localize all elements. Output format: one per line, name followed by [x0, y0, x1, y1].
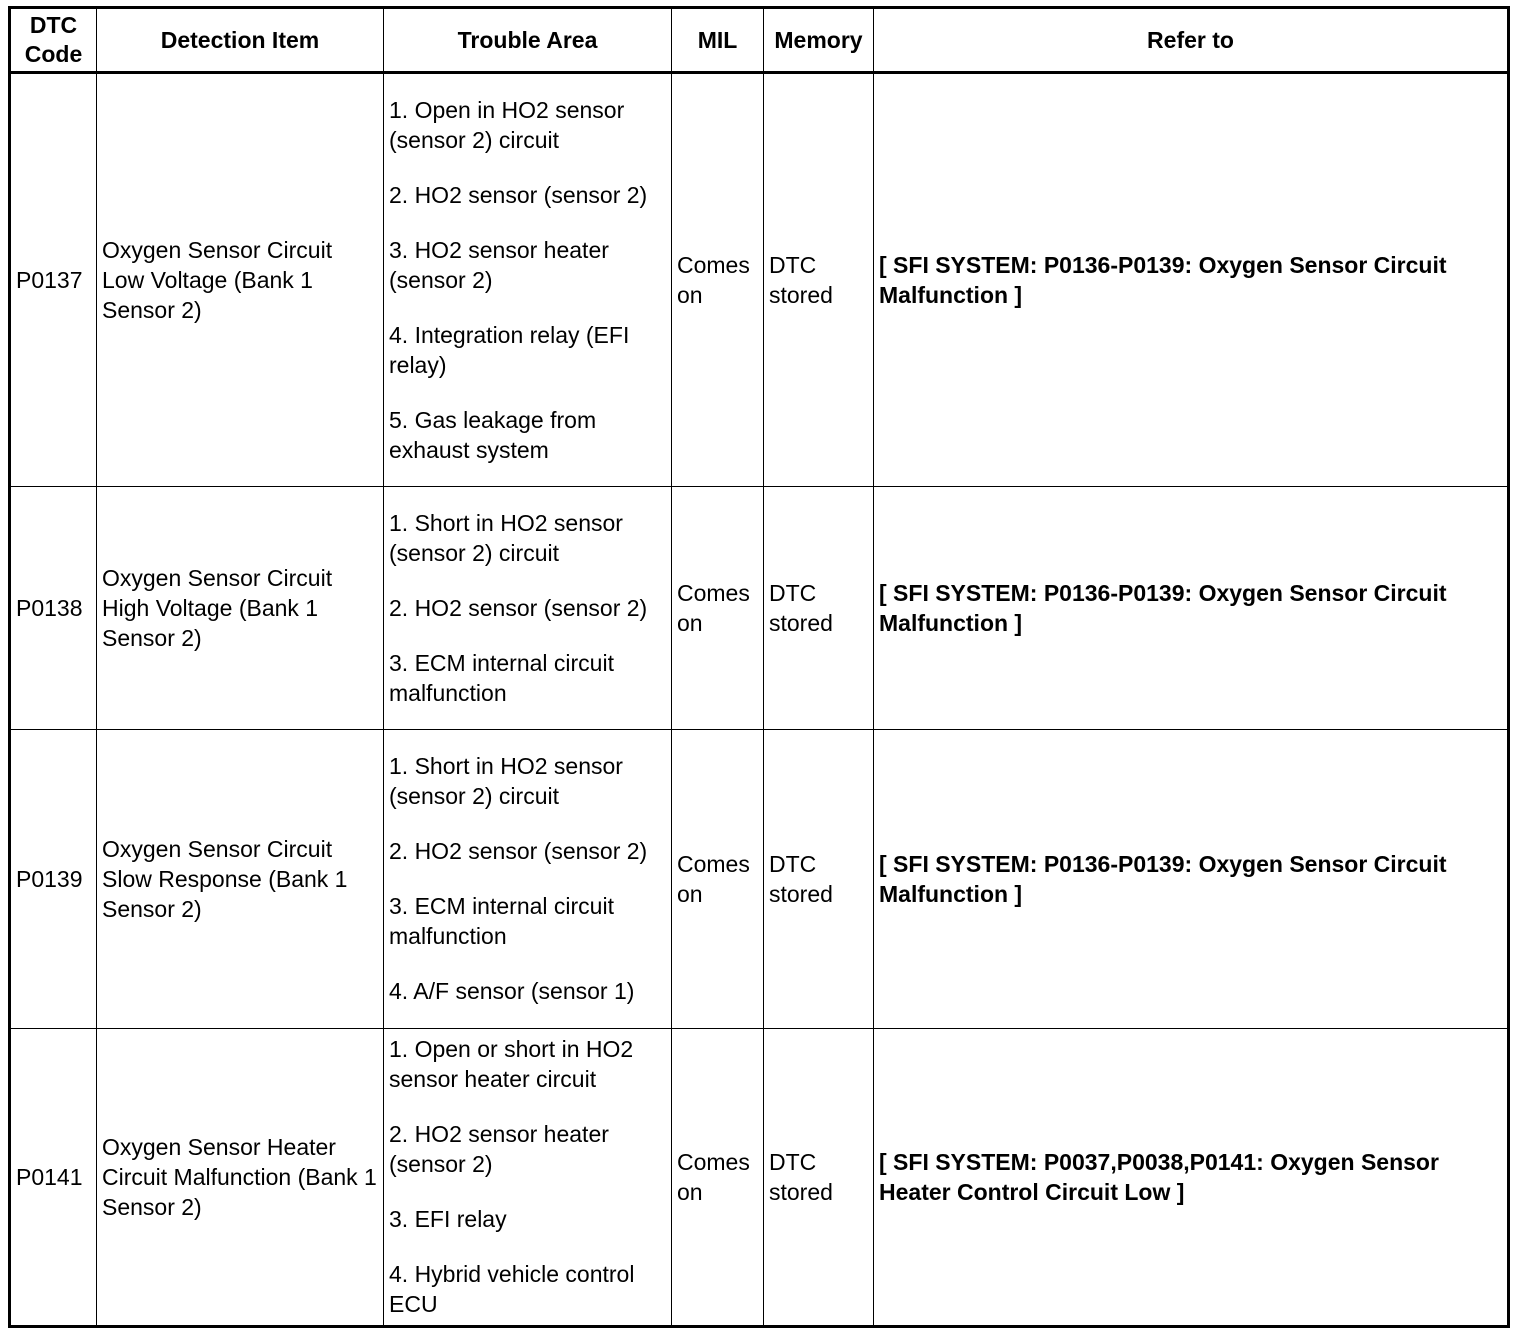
- trouble-area-item: 2. HO2 sensor (sensor 2): [389, 838, 648, 865]
- dtc-table: [8, 6, 1510, 1328]
- trouble-area-item: 4. A/F sensor (sensor 1): [389, 978, 635, 1005]
- trouble-area-item: 2. HO2 sensor (sensor 2): [389, 181, 648, 208]
- trouble-area-item: 2. HO2 sensor (sensor 2): [389, 595, 648, 622]
- header-mil: MIL: [672, 8, 764, 73]
- header-detection-item: Detection Item: [97, 8, 384, 73]
- header-refer-to: Refer to: [874, 8, 1509, 73]
- detection-item-cell: Oxygen Sensor Circuit Low Voltage (Bank 1 Sensor 2): [97, 73, 384, 487]
- table-row: [10, 730, 1509, 1028]
- table-row: [10, 73, 1509, 487]
- trouble-area-cell: [384, 73, 672, 487]
- header-dtc-code: DTC Code: [10, 8, 97, 73]
- detection-item-cell: Oxygen Sensor Circuit High Voltage (Bank 1 Sensor 2): [97, 486, 384, 729]
- trouble-area-item: 3. HO2 sensor heater (sensor 2): [389, 236, 609, 293]
- refer-to-link[interactable]: [ SFI SYSTEM: P0037,P0038,P0141: Oxygen Sensor Heater Control Circuit Low ]: [874, 1028, 1509, 1326]
- trouble-area-item: 5. Gas leakage from exhaust system: [389, 406, 597, 463]
- table-row: [10, 1028, 1509, 1326]
- mil-cell: Comes on: [672, 1028, 764, 1326]
- trouble-area-cell: [384, 486, 672, 729]
- memory-cell: DTC stored: [764, 1028, 874, 1326]
- mil-cell: Comes on: [672, 73, 764, 487]
- table-row: [10, 486, 1509, 729]
- trouble-area-item: 2. HO2 sensor heater (sensor 2): [389, 1121, 609, 1178]
- detection-item-cell: Oxygen Sensor Circuit Slow Response (Bank 1 Sensor 2): [97, 730, 384, 1028]
- header-row: [10, 8, 1509, 73]
- trouble-area-item: 1. Short in HO2 sensor (sensor 2) circuit: [389, 753, 623, 810]
- trouble-area-item: 3. EFI relay: [389, 1206, 507, 1233]
- trouble-area-item: 3. ECM internal circuit malfunction: [389, 650, 614, 707]
- refer-to-link[interactable]: [ SFI SYSTEM: P0136-P0139: Oxygen Sensor Circuit Malfunction ]: [874, 486, 1509, 729]
- refer-to-link[interactable]: [ SFI SYSTEM: P0136-P0139: Oxygen Sensor Circuit Malfunction ]: [874, 73, 1509, 487]
- dtc-code-cell: P0141: [10, 1028, 97, 1326]
- dtc-code-cell: P0138: [10, 486, 97, 729]
- refer-to-link[interactable]: [ SFI SYSTEM: P0136-P0139: Oxygen Sensor Circuit Malfunction ]: [874, 730, 1509, 1028]
- dtc-code-cell: P0137: [10, 73, 97, 487]
- memory-cell: DTC stored: [764, 486, 874, 729]
- header-trouble-area: Trouble Area: [384, 8, 672, 73]
- dtc-code-cell: P0139: [10, 730, 97, 1028]
- trouble-area-item: 1. Open in HO2 sensor (sensor 2) circuit: [389, 96, 625, 153]
- header-memory: Memory: [764, 8, 874, 73]
- trouble-area-cell: [384, 730, 672, 1028]
- trouble-area-cell: [384, 1028, 672, 1326]
- trouble-area-item: 1. Short in HO2 sensor (sensor 2) circuit: [389, 510, 623, 567]
- trouble-area-item: 3. ECM internal circuit malfunction: [389, 893, 614, 950]
- mil-cell: Comes on: [672, 730, 764, 1028]
- detection-item-cell: Oxygen Sensor Heater Circuit Malfunction (Bank 1 Sensor 2): [97, 1028, 384, 1326]
- mil-cell: Comes on: [672, 486, 764, 729]
- trouble-area-item: 1. Open or short in HO2 sensor heater circuit: [389, 1036, 634, 1093]
- trouble-area-item: 4. Hybrid vehicle control ECU: [389, 1261, 635, 1318]
- memory-cell: DTC stored: [764, 730, 874, 1028]
- memory-cell: DTC stored: [764, 73, 874, 487]
- trouble-area-item: 4. Integration relay (EFI relay): [389, 321, 630, 378]
